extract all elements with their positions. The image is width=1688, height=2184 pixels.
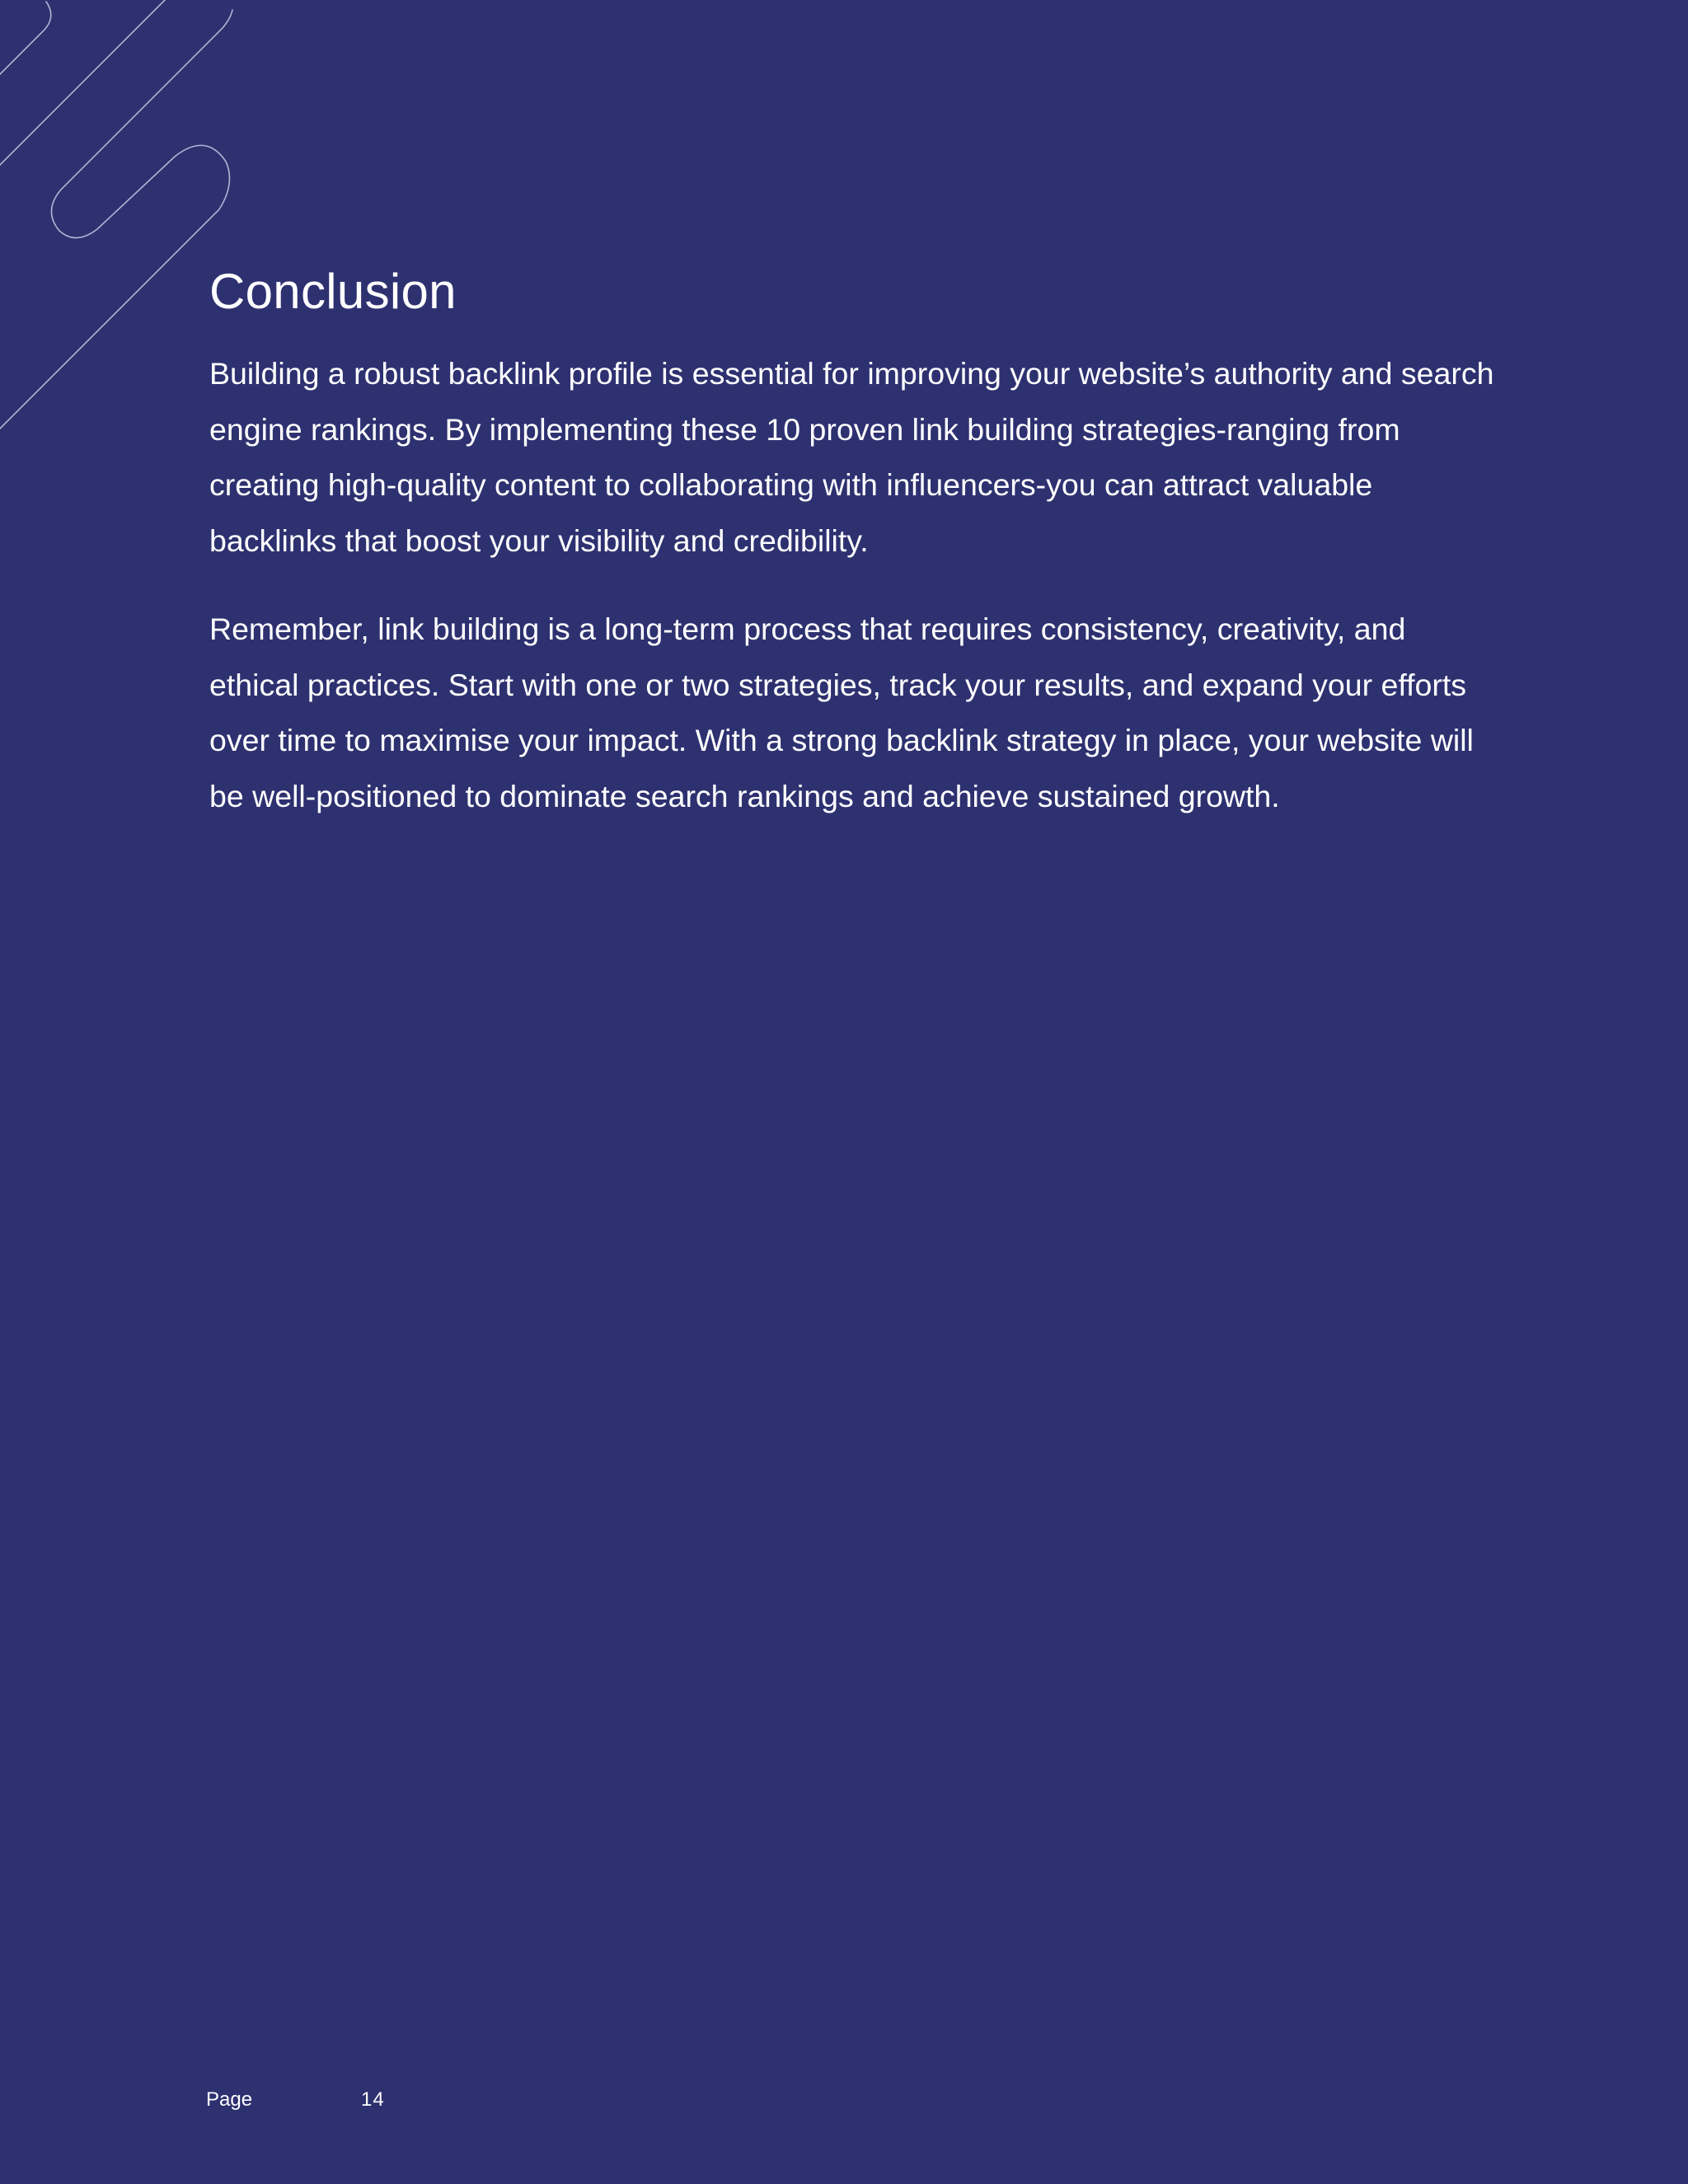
body-paragraph-2: Remember, link building is a long-term process that requires consistency, creativity, and ethical practices. Start with one or two strategies, track your results, and expand your efforts over time to maximise your impact. With a strong backlink strategy in place, your website will be well-positioned to dominate search rankings and achieve sustained growth.	[209, 611, 1474, 813]
page-number: 14	[361, 2088, 385, 2111]
decor-line-long	[0, 0, 165, 165]
main-content	[209, 257, 1495, 825]
decor-line-short	[0, 2, 51, 74]
decor-line-long-2	[0, 10, 232, 429]
body-paragraph-1: Building a robust backlink profile is essential for improving your website’s authority and search engine rankings. By implementing these 10 proven link building strategies-ranging from creating high-quality content to collaborating with influencers-you can attract valuable backlinks that boost your visibility and credibility.	[209, 356, 1494, 559]
page-title: Conclusion	[209, 264, 457, 319]
page-label: Page	[206, 2088, 253, 2111]
